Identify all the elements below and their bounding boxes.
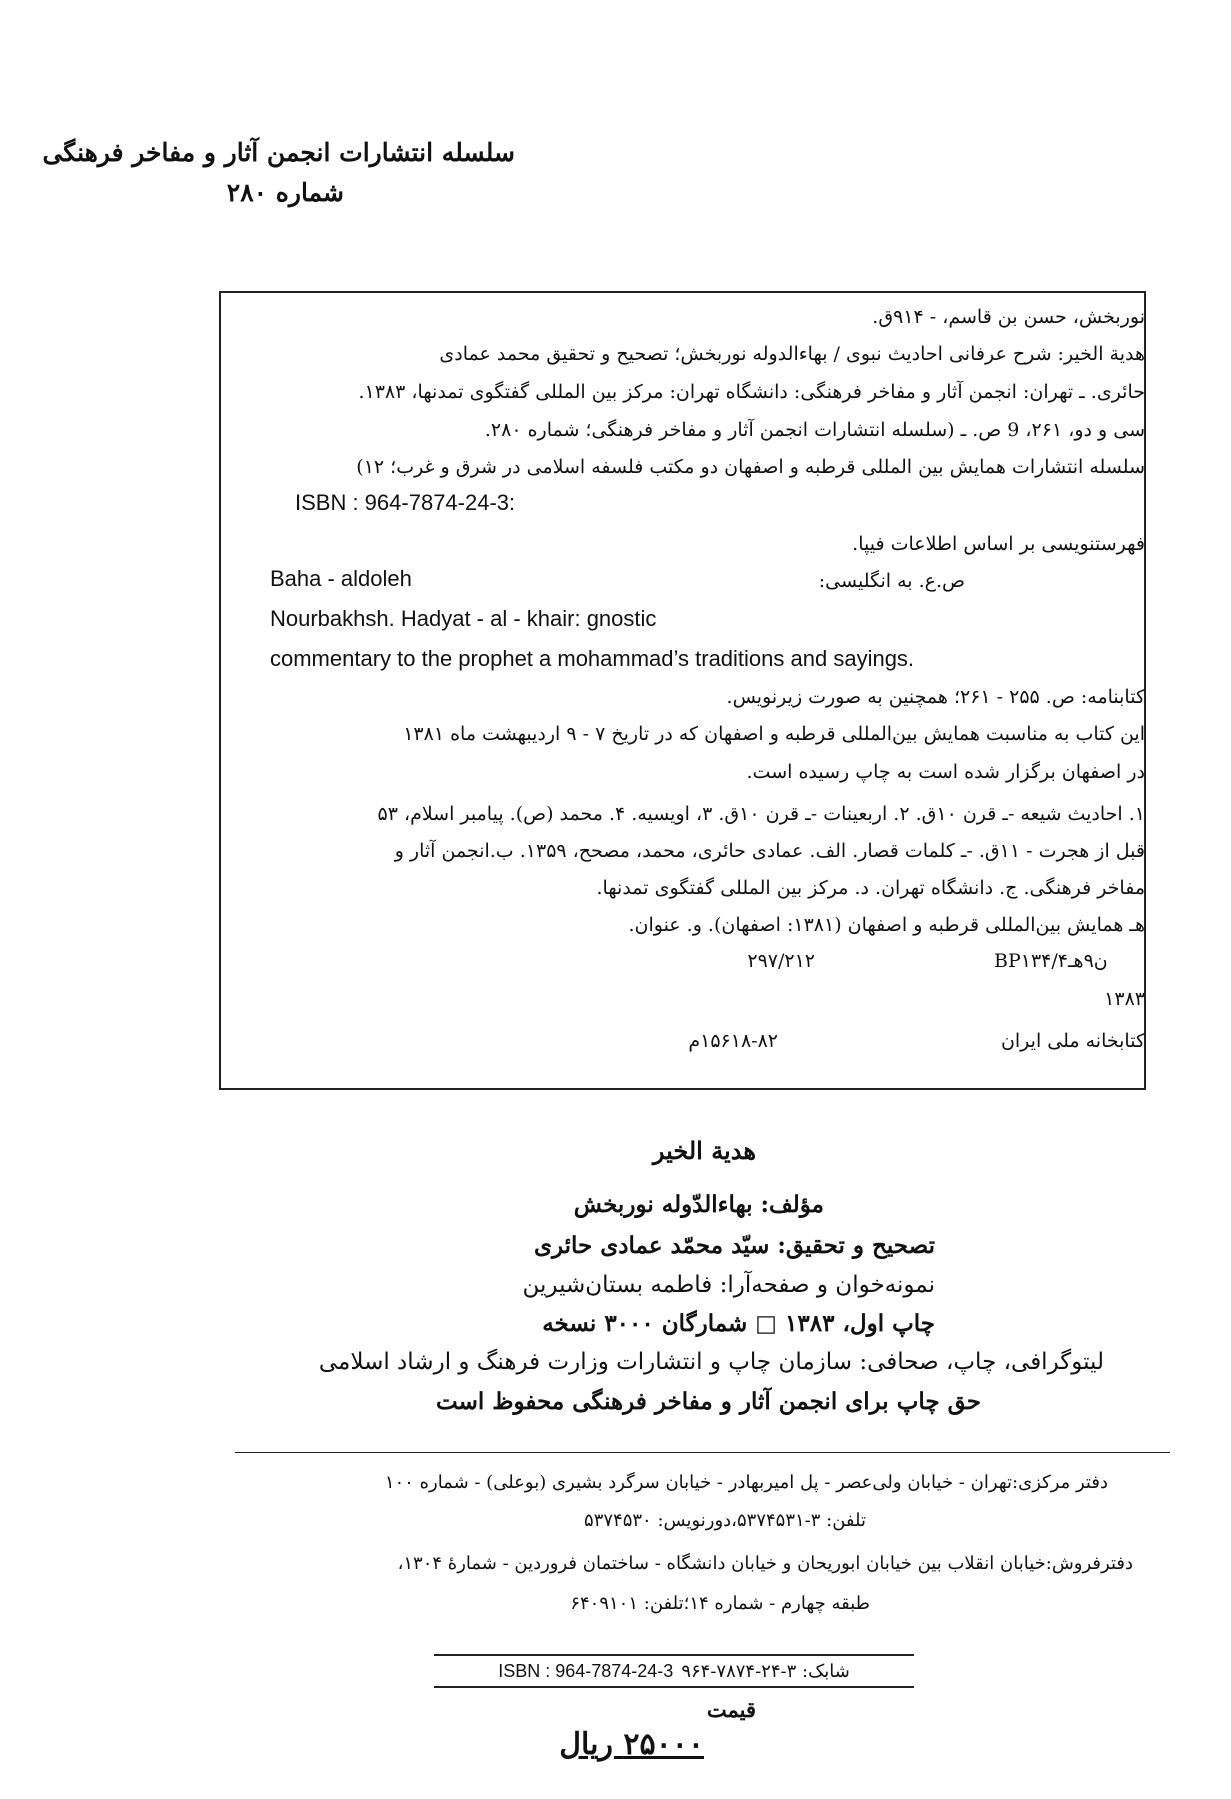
cip-library: کتابخانه ملی ایران	[1000, 1030, 1145, 1052]
book-printer: لیتوگرافی، چاپ، صحافی: سازمان چاپ و انتشارات وزارت فرهنگ و ارشاد اسلامی	[318, 1349, 1104, 1375]
cip-en-title-line-2: commentary to the prophet a mohammad’s traditions and sayings.	[270, 646, 915, 671]
book-copyright: حق چاپ برای انجمن آثار و مفاخر فرهنگی محفوظ است	[436, 1388, 981, 1415]
isbn-footer	[434, 1654, 914, 1688]
cip-en-title-label: ص.ع. به انگلیسی:	[818, 570, 965, 592]
cip-call-number: BP۱۳۴/ن۹هـ۴	[994, 950, 1108, 972]
cip-collation-line: سی و دو، ۲۶۱، 9 ص. ـ (سلسله انتشارات انجمن آثار و مفاخر فرهنگی؛ شماره ۲۸۰.	[484, 419, 1145, 441]
central-office-address: دفتر مرکزی:تهران - خیابان ولی‌عصر - پل امیربهادر - خیابان سرگرد بشیری (بوعلی) - شماره ۱۰۰	[384, 1472, 1108, 1493]
book-proofreader: نمونه‌خوان و صفحه‌آرا: فاطمه بستان‌شیرین	[522, 1272, 935, 1298]
book-author: مؤلف: بهاءالدّوله نوربخش	[573, 1191, 824, 1218]
cip-en-name: Baha - aldoleh	[270, 566, 412, 591]
divider-rule	[235, 1452, 1170, 1453]
cip-imprint-line: حائری. ـ تهران: انجمن آثار و مفاخر فرهنگی: دانشگاه تهران: مرکز بین المللی گفتگوی تمدنها، ۱۳۸۳.	[358, 381, 1145, 403]
cip-library-number: ۱۵۶۱۸-۸۲م	[688, 1030, 778, 1052]
price-label: قیمت	[706, 1697, 756, 1722]
sales-office-address: دفترفروش:خیابان انقلاب بین خیابان ابوریحان و خیابان دانشگاه - ساختمان فروردین - شمارهٔ ۱۳۰۴،	[397, 1553, 1133, 1574]
sales-office-detail: طبقه چهارم - شماره ۱۴؛تلفن: ۶۴۰۹۱۰۱	[570, 1593, 870, 1614]
book-editor: تصحیح و تحقیق: سیّد محمّد عمادی حائری	[533, 1232, 935, 1259]
cip-subject-line: هـ همایش بین‌المللی قرطبه و اصفهان (۱۳۸۱: اصفهان). و. عنوان.	[628, 914, 1145, 936]
cip-isbn: ISBN : 964-7874-24-3:	[295, 490, 516, 515]
series-number: شماره ۲۸۰	[226, 178, 344, 207]
cip-occasion-note: این کتاب به مناسبت همایش بین‌المللی قرطبه و اصفهان که در تاریخ ۷ - ۹ اردیبهشت ماه ۱۳۸۱	[403, 723, 1145, 745]
cip-occasion-note-cont: در اصفهان برگزار شده است به چاپ رسیده است.	[746, 761, 1145, 783]
cip-subject-line: مفاخر فرهنگی. ج. دانشگاه تهران. د. مرکز بین المللی گفتگوی تمدنها.	[596, 877, 1145, 899]
cip-year: ۱۳۸۳	[1104, 988, 1145, 1010]
isbn-latin: ISBN : 964-7874-24-3	[498, 1660, 674, 1681]
cip-bibliography-note: کتابنامه: ص. ۲۵۵ - ۲۶۱؛ همچنین به صورت زیرنویس.	[726, 686, 1145, 708]
cip-dewey: ۲۹۷/۲۱۲	[747, 950, 815, 972]
cip-author-line: نوربخش، حسن بن قاسم، - ۹۱۴ق.	[872, 306, 1145, 328]
cip-en-title-line-1: Nourbakhsh. Hadyat - al - khair: gnostic	[270, 606, 657, 631]
series-title: سلسله انتشارات انجمن آثار و مفاخر فرهنگی	[42, 138, 515, 167]
central-office-phone: تلفن: ۳-۵۳۷۴۵۳۱،دورنویس: ۵۳۷۴۵۳۰	[584, 1510, 866, 1531]
cip-subject-line: قبل از هجرت - ۱۱ق. -ـ کلمات قصار. الف. عمادی حائری، محمد، مصحح، ۱۳۵۹. ب.انجمن آثار و	[394, 840, 1145, 862]
cip-title-line: هدیة الخیر: شرح عرفانی احادیث نبوی / بهاءالدوله نوربخش؛ تصحیح و تحقیق محمد عمادی	[439, 343, 1145, 365]
cip-subject-line: ۱. احادیث شیعه -ـ قرن ۱۰ق. ۲. اربعینات -ـ قرن ۱۰ق. ۳، اویسیه. ۴. محمد (ص). پیامبر اسلام، ۵۳	[377, 803, 1145, 825]
price-value: ۲۵۰۰۰ ریال	[559, 1727, 704, 1762]
isbn-persian: شابک: ۳-۲۴-۷۸۷۴-۹۶۴	[681, 1660, 850, 1682]
cip-series-line: سلسله انتشارات همایش بین المللی قرطبه و اصفهان دو مکتب فلسفه اسلامی در شرق و غرب؛ ۱۲)	[356, 456, 1145, 478]
book-title: هدیة الخیر	[652, 1136, 756, 1165]
book-edition: چاپ اول، ۱۳۸۳ □ شمارگان ۳۰۰۰ نسخه	[542, 1310, 935, 1337]
cip-fipa-note: فهرستنویسی بر اساس اطلاعات فیپا.	[852, 533, 1145, 555]
